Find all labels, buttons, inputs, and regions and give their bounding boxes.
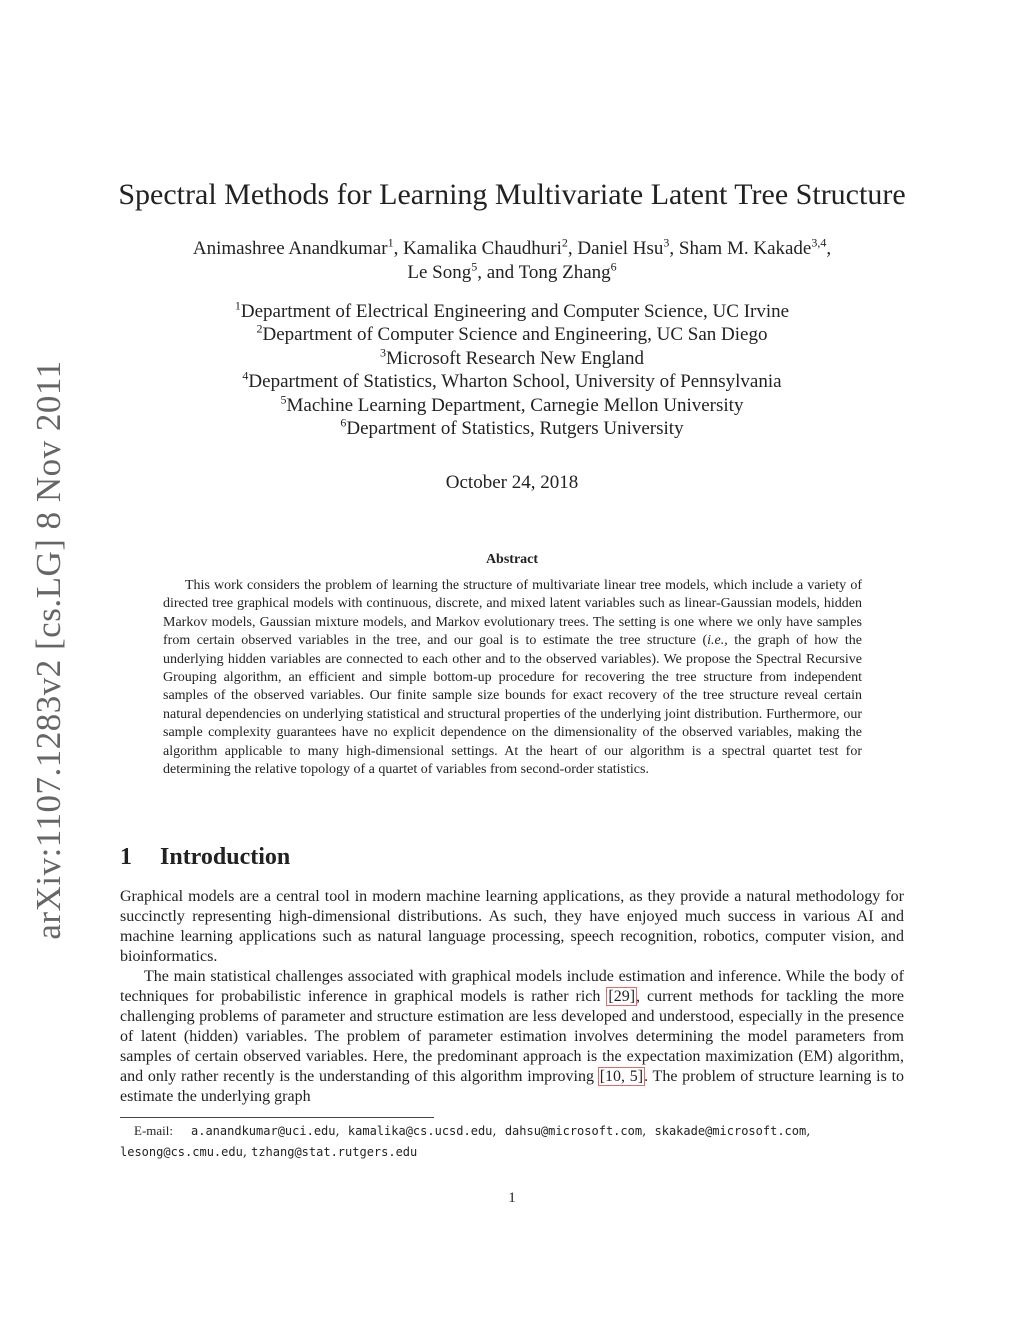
affiliation [0, 347, 1024, 370]
affiliation-mark: 4 [242, 368, 249, 383]
author-separator: , [393, 238, 404, 259]
author-separator: , [567, 238, 578, 259]
email-address: tzhang@stat.rutgers.edu [251, 1145, 418, 1159]
paragraph [120, 967, 904, 1107]
affiliation-text: Microsoft Research New England [385, 347, 644, 369]
paragraph-text: . The problem of structure learning is to estimate the underlying graph [120, 1068, 905, 1105]
paper-title: Spectral Methods for Learning Multivariate Latent Tree Structure [118, 178, 906, 211]
affiliation-mark: 3 [379, 345, 386, 360]
author-name: Tong Zhang [518, 262, 611, 283]
affiliation [0, 394, 1024, 417]
email-address: skakade@microsoft.com [654, 1124, 807, 1138]
affiliation [0, 417, 1024, 440]
author-affiliation-mark: 2 [561, 235, 568, 250]
abstract-text: This work considers the problem of learning the structure of multivariate linear tree models, which include a variety of directed tree graphical models with continuous, discrete, and mixed latent variables such as linear-Gaussian models, hidden Markov models, Gaussian mixture models, and Markov evolutionary trees. The setting is one where we only have samples from certain observed variables in the tree, and our goal is to estimate the tree structure ( [163, 578, 862, 649]
abstract-heading: Abstract [485, 552, 539, 567]
footnote-divider [120, 1117, 434, 1118]
footnote: E-mail: a.anandkumar@uci.edu, kamalika@cs.ucsd.edu, dahsu@microsoft.com, skakade@microsoft.com, lesong@cs.cmu.edu, tzhang@stat.rutgers.edu [120, 1123, 811, 1160]
author-name: Animashree Anandkumar [192, 238, 388, 259]
affiliation [0, 323, 1024, 346]
author-affiliation-mark: 1 [387, 235, 394, 250]
email-address: kamalika@cs.ucsd.edu [347, 1124, 493, 1138]
affiliation-mark: 1 [234, 298, 241, 313]
abstract-body [163, 577, 862, 779]
affiliation-mark: 2 [256, 322, 263, 337]
section-heading [120, 844, 290, 871]
author-affiliation-mark: 3,4 [811, 235, 827, 250]
author-name: Kamalika Chaudhuri [403, 238, 562, 259]
affiliation [0, 370, 1024, 393]
affiliation-text: Department of Statistics, Wharton School, University of Pennsylvania [248, 371, 782, 393]
author-name: Sham M. Kakade [678, 238, 812, 259]
affiliation-text: Department of Statistics, Rutgers University [346, 418, 684, 440]
author-name: Le Song [407, 262, 472, 283]
author-affiliation-mark: 3 [663, 235, 670, 250]
citation-link[interactable]: [29] [608, 988, 636, 1005]
publication-date: October 24, 2018 [445, 472, 579, 493]
section-number: 1 [120, 844, 132, 870]
footnote-label: E-mail: [134, 1123, 173, 1138]
paragraph-text: The main statistical challenges associated with graphical models include estimation and inference. While the body of techniques for probabilistic inference in graphical models is rather rich [120, 968, 904, 1005]
paragraph-text: , current methods for tackling the more challenging problems of parameter and structure estimation are less developed and understood, especially in the presence of latent (hidden) variables. The problem of parameter estimation involves determining the model parameters from samples of certain observed variables. Here, the predominant approach is the expectation maximization (EM) algorithm, and only rather recently is the understanding of this algorithm improving [120, 988, 905, 1085]
abstract-text: , the graph of how the underlying hidden variables are connected to each other and to the observed variables). We propose the Spectral Recursive Grouping algorithm, an efficient and simple bottom-up procedure for recovering the tree structure from independent samples of the observed variables. Our finite sample size bounds for exact recovery of the tree structure reveal certain natural dependencies on underlying statistical and structural properties of the underlying joint distribution. Furthermore, our sample complexity guarantees have no explicit dependence on the dimensionality of the observed variables, making the algorithm applicable to many high-dimensional settings. At the heart of our algorithm is a spectral quartet test for determining the relative topology of a quartet of variables from second-order statistics. [163, 633, 862, 778]
author-separator: , [826, 238, 832, 259]
page-number: 1 [508, 1190, 516, 1206]
arxiv-identifier-stamp: arXiv:1107.1283v2 [cs.LG] 8 Nov 2011 [29, 360, 68, 940]
affiliation-list [0, 300, 1024, 440]
email-address: dahsu@microsoft.com [504, 1124, 643, 1138]
author-affiliation-mark: 6 [610, 259, 617, 274]
email-address: lesong@cs.cmu.edu [120, 1145, 243, 1159]
author-separator: , [669, 238, 679, 259]
author-affiliation-mark: 5 [471, 259, 478, 274]
introduction-body [120, 887, 904, 1107]
author-list [0, 237, 1024, 285]
author-separator: , and [477, 262, 519, 283]
author-name: Daniel Hsu [577, 238, 664, 259]
citation-link[interactable]: [10, 5] [599, 1068, 644, 1085]
affiliation-mark: 5 [280, 392, 287, 407]
affiliation-mark: 6 [340, 415, 347, 430]
email-address: a.anandkumar@uci.edu [191, 1124, 336, 1138]
affiliation [0, 300, 1024, 323]
affiliation-text: Department of Computer Science and Engineering, UC San Diego [262, 324, 768, 346]
section-title: Introduction [160, 844, 291, 870]
abstract-emphasis: i.e. [707, 633, 725, 649]
affiliation-text: Machine Learning Department, Carnegie Mellon University [286, 394, 744, 416]
paragraph: Graphical models are a central tool in modern machine learning applications, as they provide a natural methodology for succinctly representing high-dimensional distributions. As such, they have enjoyed much success in various AI and machine learning applications such as natural language processing, speech recognition, robotics, computer vision, and bioinformatics. [120, 888, 904, 965]
affiliation-text: Department of Electrical Engineering and Computer Science, UC Irvine [240, 301, 790, 322]
